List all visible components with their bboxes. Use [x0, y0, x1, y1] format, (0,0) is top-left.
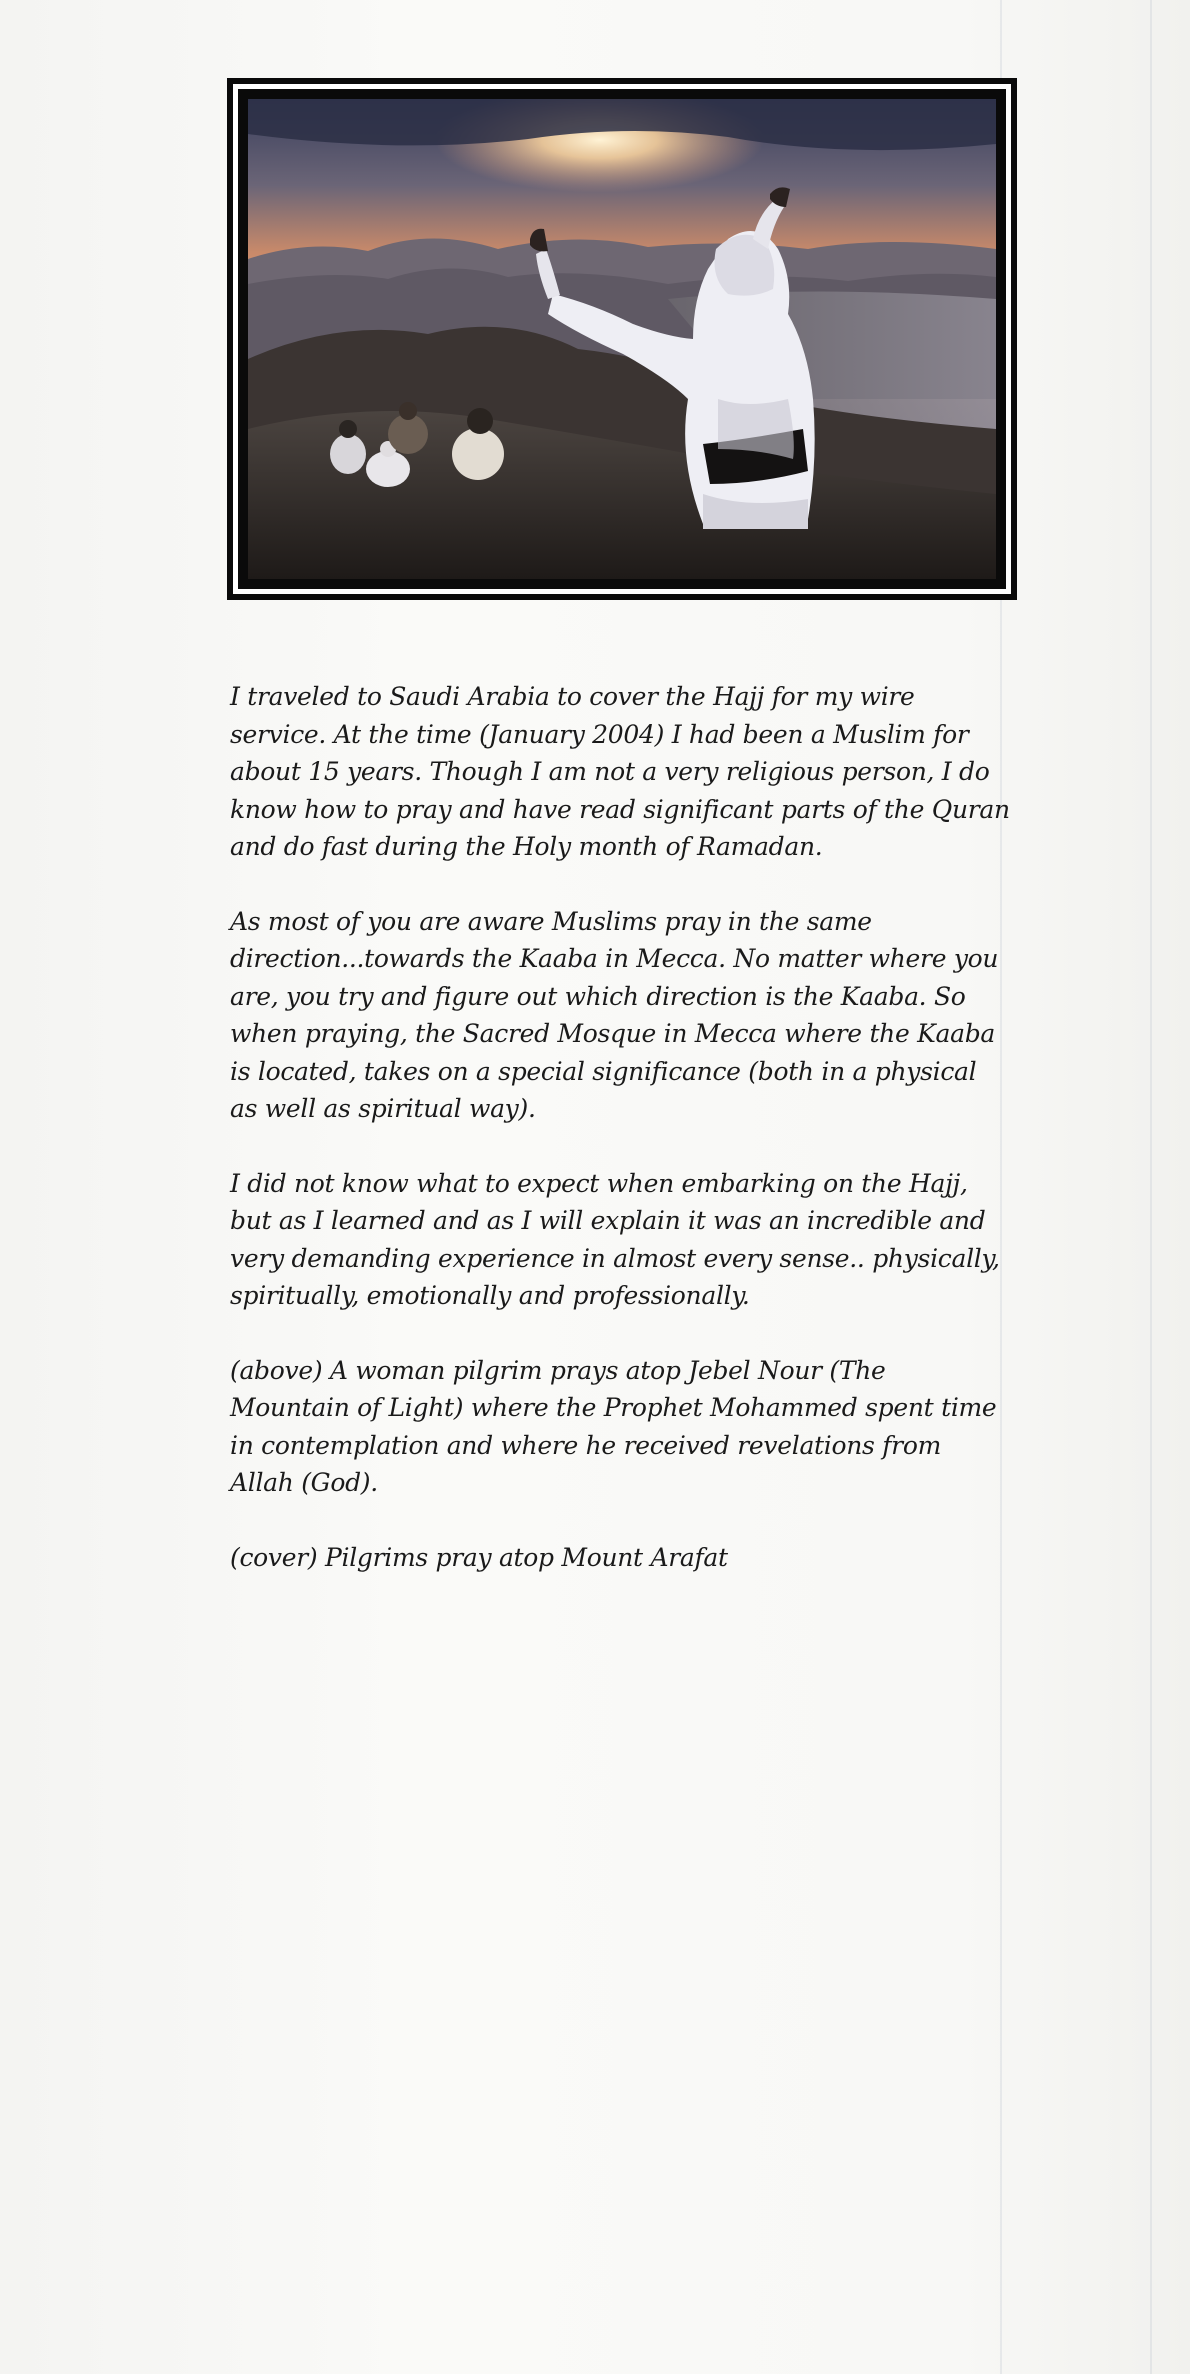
paragraph-experience: I did not know what to expect when embarking on the Hajj, but as I learned and as I will explain it was an incredible and very demanding experience in almost every sense.. physically, spiritually, emotionally and professionally.: [230, 1168, 1000, 1310]
paragraph-intro: I traveled to Saudi Arabia to cover the Hajj for my wire service. At the time (January 2004) I had been a Muslim for about 15 years. Though I am not a very religious person, I do know how to pray and have read significant parts of the Quran and do fast during the Holy month of Ramadan.: [230, 682, 1010, 861]
photo-praying-woman-sunset-icon: [248, 99, 996, 579]
scan-line: [1150, 0, 1152, 2374]
caption-above: (above) A woman pilgrim prays atop Jebel Nour (The Mountain of Light) where the Prophet Mohammed spent time in contemplation and where he received revelations from Allah (God).: [230, 1355, 997, 1497]
paragraph-kaaba: As most of you are aware Muslims pray in the same direction...towards the Kaaba in Mecca. No matter where you are, you try and figure out which direction is the Kaaba. So when praying, the Sacred Mosque in Mecca where the Kaaba is located, takes on a special significance (both in a physical as well as spiritual way).: [230, 906, 999, 1123]
photo-frame: [227, 78, 1017, 600]
article-text: [230, 678, 1010, 1613]
caption-cover: (cover) Pilgrims pray atop Mount Arafat: [230, 1542, 728, 1572]
